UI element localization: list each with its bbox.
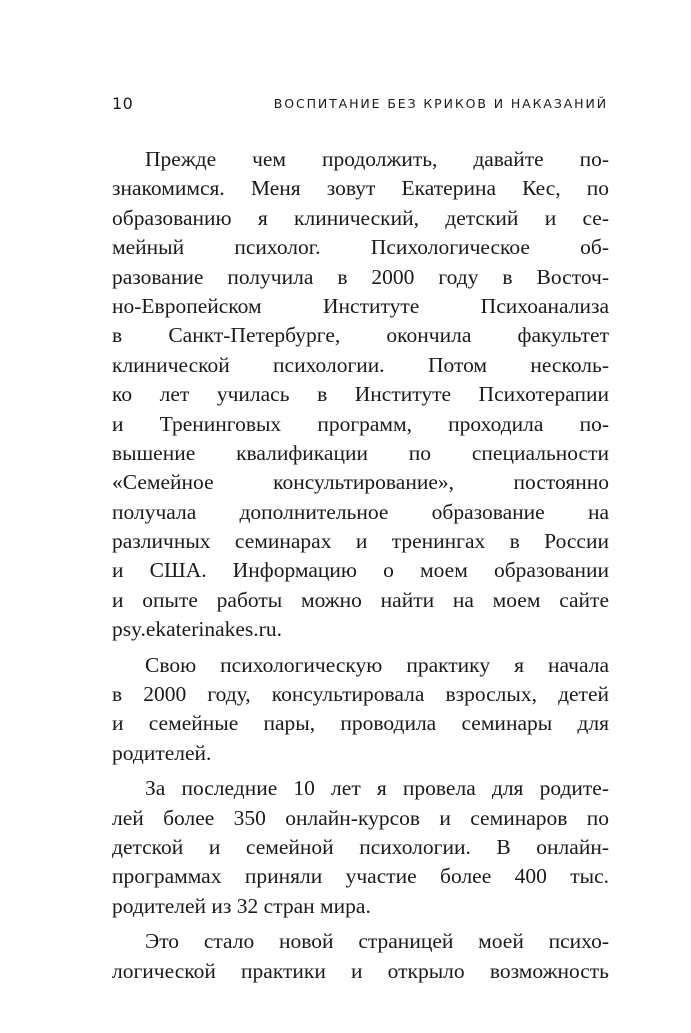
text-line: и США. Информацию о моем образовании xyxy=(112,558,609,583)
text-line: в Санкт-Петербурге, окончила факультет xyxy=(112,323,609,348)
text-line: Свою психологическую практику я начала xyxy=(145,652,609,677)
running-title: ВОСПИТАНИЕ БЕЗ КРИКОВ И НАКАЗАНИЙ xyxy=(273,96,608,111)
paragraph-practice xyxy=(112,651,609,769)
text-line: «Семейное консультирование», постоянно xyxy=(112,470,609,495)
text-line: ко лет училась в Институте Психотерапии xyxy=(112,382,609,407)
text-line: но-Европейском Институте Психоанализа xyxy=(112,293,609,318)
text-line: логической практики и открыло возможность xyxy=(112,958,609,983)
text-line: клинической психологии. Потом несколь- xyxy=(112,352,609,377)
running-header xyxy=(112,94,608,116)
paragraph-new-page xyxy=(112,927,609,986)
text-line: в 2000 году, консультировала взрослых, детей xyxy=(112,682,609,707)
paragraph-online-courses xyxy=(112,774,609,921)
text-line: программах приняли участие более 400 тыс. xyxy=(112,864,609,889)
text-line: родителей из 32 стран мира. xyxy=(112,893,371,918)
text-line: образованию я клинический, детский и се- xyxy=(112,205,609,230)
text-line: получала дополнительное образование на xyxy=(112,499,609,524)
text-line: детской и семейной психологии. В онлайн- xyxy=(112,834,609,859)
page-number: 10 xyxy=(112,94,134,113)
text-line: и Тренинговых программ, проходила по- xyxy=(112,411,609,436)
paragraph-introduction xyxy=(112,145,609,645)
text-line: родителей. xyxy=(112,740,212,765)
text-line: знакомимся. Меня зовут Екатерина Кес, по xyxy=(112,176,609,201)
text-line: и опыте работы можно найти на моем сайте xyxy=(112,587,609,612)
text-line: Прежде чем продолжить, давайте по- xyxy=(145,147,609,171)
text-line: разование получила в 2000 году в Восточ- xyxy=(112,264,609,289)
text-line: мейный психолог. Психологическое об- xyxy=(112,235,609,260)
text-line: За последние 10 лет я провела для родите- xyxy=(145,776,609,801)
text-line: лей более 350 онлайн-курсов и семинаров по xyxy=(112,805,609,830)
text-line: и семейные пары, проводила семинары для xyxy=(112,711,609,736)
text-line: вышение квалификации по специальности xyxy=(112,440,609,465)
text-line: Это стало новой страницей моей психо- xyxy=(145,929,609,954)
text-line: различных семинарах и тренингах в России xyxy=(112,529,609,554)
text-line: psy.ekaterinakes.ru. xyxy=(112,617,282,642)
body-text xyxy=(112,145,609,986)
